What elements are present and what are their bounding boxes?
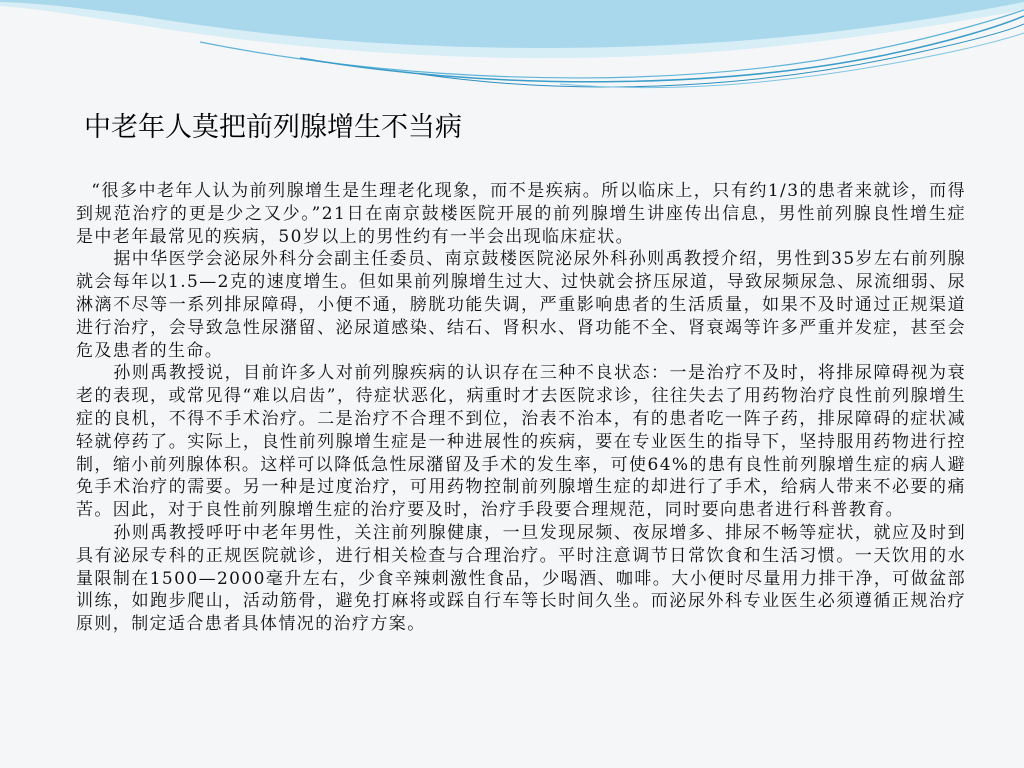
page-title: 中老年人莫把前列腺增生不当病: [84, 112, 462, 143]
paragraph-2: 据中华医学会泌尿外科分会副主任委员、南京鼓楼医院泌尿外科孙则禹教授介绍，男性到35岁左右前列腺就会每年以1.5—2克的速度增生。但如果前列腺增生过大、过快就会挤压尿道，导致尿频尿急、尿流细弱、尿淋漓不尽等一系列排尿障碍，小便不通，膀胱功能失调，严重影响患者的生活质量，如果不及时通过正规渠道进行治疗，会导致急性尿潴留、泌尿道感染、结石、肾积水、肾功能不全、肾衰竭等许多严重并发症，甚至会危及患者的生命。: [76, 249, 966, 361]
paragraph-4: 孙则禹教授呼吁中老年男性，关注前列腺健康，一旦发现尿频、夜尿增多、排尿不畅等症状，就应及时到具有泌尿专科的正规医院就诊，进行相关检查与合理治疗。平时注意调节日常饮食和生活习惯。一天饮用的水量限制在1500—2000毫升左右，少食辛辣刺激性食品，少喝酒、咖啡。大小便时尽量用力排干净，可做盆部训练，如跑步爬山，活动筋骨，避免打麻将或踩自行车等长时间久坐。而泌尿外科专业医生必须遵循正规治疗原则，制定适合患者具体情况的治疗方案。: [76, 522, 966, 635]
header-wave-decoration: [0, 0, 1024, 110]
paragraph-1: “很多中老年人认为前列腺增生是生理老化现象，而不是疾病。所以临床上，只有约1/3的患者来就诊，而得到规范治疗的更是少之又少。”21日在南京鼓楼医院开展的前列腺增生讲座传出信息，男性前列腺良性增生症是中老年最常见的疾病，50岁以上的男性约有一半会出现临床症状。: [76, 181, 966, 247]
article-body: [76, 180, 966, 636]
paragraph-3: 孙则禹教授说，目前许多人对前列腺疾病的认识存在三种不良状态：一是治疗不及时，将排尿障碍视为衰老的表现，或常见得“难以启齿”，待症状恶化，病重时才去医院求诊，往往失去了用药物治疗良性前列腺增生症的良机，不得不手术治疗。二是治疗不合理不到位，治表不治本，有的患者吃一阵子药，排尿障碍的症状减轻就停药了。实际上，良性前列腺增生症是一种进展性的疾病，要在专业医生的指导下，坚持服用药物进行控制，缩小前列腺体积。这样可以降低急性尿潴留及手术的发生率，可使64%的患有良性前列腺增生症的病人避免手术治疗的需要。另一种是过度治疗，可用药物控制前列腺增生症的却进行了手术，给病人带来不必要的痛苦。因此，对于良性前列腺增生症的治疗要及时，治疗手段要合理规范，同时要向患者进行科普教育。: [76, 363, 966, 521]
